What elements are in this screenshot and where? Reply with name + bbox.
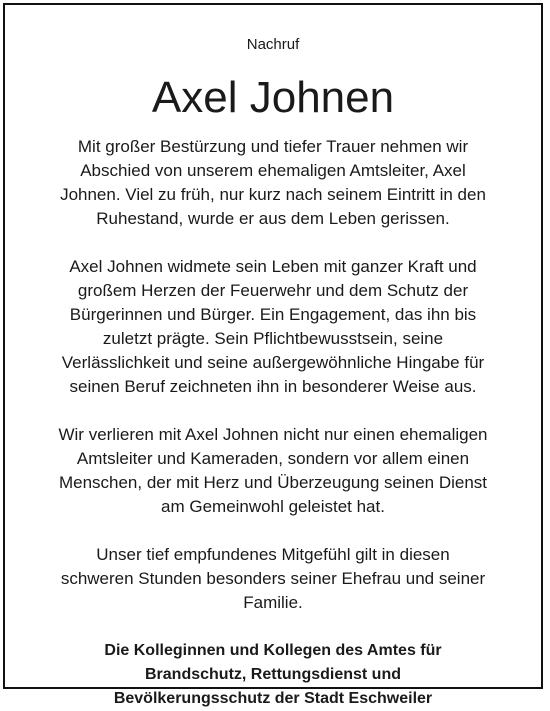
- paragraph-dedication: [23, 255, 523, 399]
- text-line: Axel Johnen widmete sein Leben mit ganzer Kraft und: [69, 257, 477, 276]
- text-line: Verlässlichkeit und seine außergewöhnliche Hingabe für: [61, 353, 485, 372]
- paragraph-sympathy: [23, 543, 523, 615]
- text-line: Familie.: [243, 593, 303, 612]
- text-line: zuletzt prägte. Sein Pflichtbewusstsein, seine: [102, 329, 444, 348]
- text-line: Mit großer Bestürzung und tiefer Trauer nehmen wir: [77, 137, 469, 156]
- text-line: Ruhestand, wurde er aus dem Leben gerissen.: [96, 209, 450, 228]
- signature-line: Die Kolleginnen und Kollegen des Amtes für: [104, 642, 442, 659]
- text-line: Johnen. Viel zu früh, nur kurz nach seinem Eintritt in den: [60, 185, 486, 204]
- text-line: schweren Stunden besonders seiner Ehefrau und seiner: [60, 569, 486, 588]
- notice-label: Nachruf: [246, 36, 300, 53]
- notice-frame: [3, 3, 543, 707]
- paragraph-loss: [23, 423, 523, 519]
- text-line: Abschied von unserem ehemaligen Amtsleiter, Axel: [80, 161, 466, 180]
- signature-line: Bevölkerungsschutz der Stadt Eschweiler: [113, 690, 433, 707]
- text-line: Amtsleiter und Kameraden, sondern vor allem einen: [76, 449, 470, 468]
- signature-block: [23, 639, 523, 711]
- paragraph-condolence: [23, 135, 523, 231]
- text-line: Bürgerinnen und Bürger. Ein Engagement, das ihn bis: [69, 305, 477, 324]
- text-line: seinen Beruf zeichneten ihn in besonderer Weise aus.: [69, 377, 477, 396]
- signature-line: Brandschutz, Rettungsdienst und: [145, 666, 401, 683]
- text-line: am Gemeinwohl geleistet hat.: [161, 497, 385, 516]
- notice-content: [5, 5, 541, 711]
- text-line: Wir verlieren mit Axel Johnen nicht nur einen ehemaligen: [58, 425, 488, 444]
- text-line: großem Herzen der Feuerwehr und dem Schutz der: [77, 281, 469, 300]
- deceased-name: Axel Johnen: [151, 73, 395, 122]
- text-line: Unser tief empfundenes Mitgefühl gilt in diesen: [96, 545, 450, 564]
- text-line: Menschen, der mit Herz und Überzeugung seinen Dienst: [58, 473, 488, 492]
